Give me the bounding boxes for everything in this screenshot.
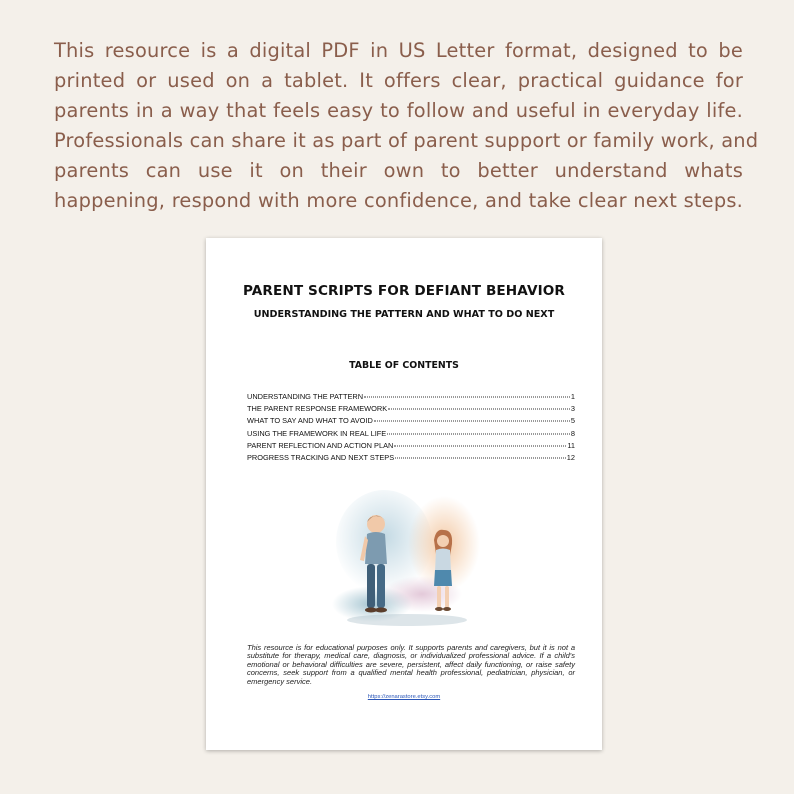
intro-line: parents can use it on their own to better understand whats [54,159,743,182]
toc-entry-title: USING THE FRAMEWORK IN REAL LIFE [247,428,387,438]
toc-entry [247,441,575,453]
disclaimer-text: This resource is for educational purposes only. It supports parents and caregivers, but it is not a substitute for therapy, medical care, diagnosis, or individualized professional advice. If a child's emotional or behavioral difficulties are severe, persistent, affect daily functioning, or raise safety concerns, seek support from a qualified mental health professional, pediatrician, physician, or emergency service. [247,643,575,686]
toc-entry [247,453,575,465]
toc-leader-dots [395,457,566,458]
store-link[interactable]: https://zenarastore.etsy.com [367,694,441,700]
toc-leader-dots [387,433,570,434]
toc-entry-page: 3 [570,404,575,414]
toc-entry-page: 11 [567,440,575,450]
toc-entry [247,416,575,428]
intro-paragraph [54,36,759,216]
toc-heading: TABLE OF CONTENTS [349,360,459,371]
toc-entry-page: 5 [570,416,575,426]
intro-line: printed or used on a tablet. It offers clear, practical guidance for [54,69,743,92]
toc-entry-title: THE PARENT RESPONSE FRAMEWORK [247,404,388,414]
document-subtitle: UNDERSTANDING THE PATTERN AND WHAT TO DO NEXT [253,309,555,320]
toc-entry [247,404,575,416]
intro-line: Professionals can share it as part of parent support or family work, and [54,129,759,152]
toc-entry [247,429,575,441]
intro-line: happening, respond with more confidence, and take clear next steps. [54,189,743,212]
toc-entry-page: 1 [570,392,575,401]
document-page-preview [206,238,602,750]
toc-leader-dots [394,445,566,446]
toc-leader-dots [364,397,570,398]
toc-entry-page: 12 [566,452,575,462]
table-of-contents [247,392,575,465]
document-title: PARENT SCRIPTS FOR DEFIANT BEHAVIOR [242,283,565,299]
toc-entry-title: PROGRESS TRACKING AND NEXT STEPS [247,452,395,462]
toc-entry-title: PARENT REFLECTION AND ACTION PLAN [247,440,394,450]
toc-entry-page: 8 [570,428,575,438]
parent-child-watercolor-icon [332,482,482,632]
toc-entry-title: UNDERSTANDING THE PATTERN [247,392,364,401]
intro-line: parents in a way that feels easy to follow and useful in everyday life. [54,99,743,122]
toc-leader-dots [388,409,570,410]
intro-line: This resource is a digital PDF in US Letter format, designed to be [54,39,743,62]
toc-entry-title: WHAT TO SAY AND WHAT TO AVOID [247,416,373,426]
toc-entry [247,392,575,404]
toc-leader-dots [374,421,570,422]
